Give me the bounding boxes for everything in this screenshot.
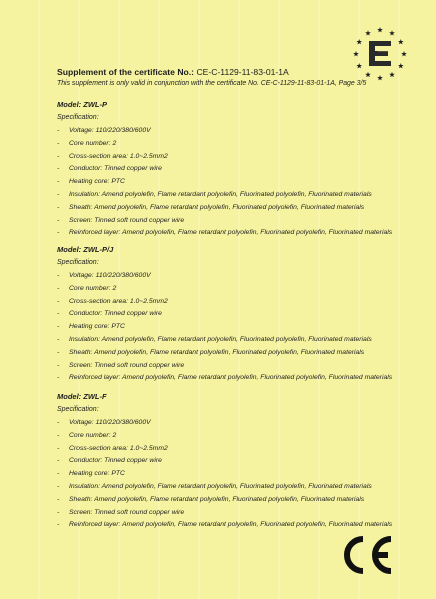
model-heading: Model: ZWL-P	[57, 100, 107, 109]
specification-label: Specification:	[57, 406, 99, 413]
spec-item: - Insulation: Amend polyolefin, Flame retardant polyolefin, Fluorinated polyolefin, Fluorinated materials	[57, 482, 417, 491]
spec-item: - Voltage: 110/220/380/600V	[57, 418, 417, 427]
spec-list	[57, 271, 417, 382]
spec-item: - Heating core: PTC	[57, 322, 417, 331]
spec-item: - Reinforced layer: Amend polyolefin, Flame retardant polyolefin, Fluorinated polyolefin, Fluorinated materials	[57, 228, 417, 237]
spec-item: - Screen: Tinned soft round copper wire	[57, 508, 417, 517]
spec-item: - Sheath: Amend polyolefin, Flame retardant polyolefin, Fluorinated polyolefin, Fluorinated materials	[57, 348, 417, 357]
spec-list	[57, 418, 417, 529]
spec-item: - Core number: 2	[57, 284, 417, 293]
spec-item: - Sheath: Amend polyolefin, Flame retardant polyolefin, Fluorinated polyolefin, Fluorinated materials	[57, 495, 417, 504]
logo-star	[365, 72, 371, 77]
model-heading: Model: ZWL-P/J	[57, 245, 114, 254]
supplement-note: This supplement is only valid in conjunction with the certificate No. CE-C-1129-11-83-01-1A, Page 3/5	[57, 80, 367, 87]
spec-item: - Sheath: Amend polyolefin, Flame retardant polyolefin, Fluorinated polyolefin, Fluorinated materials	[57, 203, 417, 212]
logo-star	[356, 63, 362, 68]
logo-star	[353, 51, 359, 56]
logo-star	[401, 51, 407, 56]
logo-star	[377, 27, 383, 32]
spec-item: - Insulation: Amend polyolefin, Flame retardant polyolefin, Fluorinated polyolefin, Fluorinated materials	[57, 190, 417, 199]
spec-item: - Voltage: 110/220/380/600V	[57, 271, 417, 280]
logo-star	[389, 72, 395, 77]
spec-item: - Core number: 2	[57, 431, 417, 440]
spec-item: - Cross-section area: 1.0~2.5mm2	[57, 297, 417, 306]
spec-item: - Reinforced layer: Amend polyolefin, Flame retardant polyolefin, Fluorinated polyolefin, Fluorinated materials	[57, 373, 417, 382]
spec-list	[57, 126, 417, 237]
logo-star	[356, 39, 362, 44]
logo-star	[398, 63, 404, 68]
spec-item: - Core number: 2	[57, 139, 417, 148]
spec-item: - Cross-section area: 1.0~2.5mm2	[57, 152, 417, 161]
model-section-zwl-p	[57, 100, 417, 241]
specification-label: Specification:	[57, 259, 99, 266]
logo-star	[377, 75, 383, 80]
specification-label: Specification:	[57, 114, 99, 121]
eu-certification-logo-icon	[352, 26, 408, 82]
ce-mark-icon	[339, 535, 395, 575]
spec-item: - Insulation: Amend polyolefin, Flame retardant polyolefin, Fluorinated polyolefin, Fluorinated materials	[57, 335, 417, 344]
spec-item: - Conductor: Tinned copper wire	[57, 456, 417, 465]
spec-item: - Voltage: 110/220/380/600V	[57, 126, 417, 135]
certificate-number: CE-C-1129-11-83-01-1A	[196, 67, 289, 77]
logo-star	[398, 39, 404, 44]
model-section-zwl-pj	[57, 245, 417, 386]
spec-item: - Screen: Tinned soft round copper wire	[57, 216, 417, 225]
spec-item: - Conductor: Tinned copper wire	[57, 309, 417, 318]
spec-item: - Conductor: Tinned copper wire	[57, 164, 417, 173]
supplement-title	[57, 67, 289, 77]
spec-item: - Cross-section area: 1.0~2.5mm2	[57, 444, 417, 453]
model-section-zwl-f	[57, 392, 417, 533]
spec-item: - Screen: Tinned soft round copper wire	[57, 361, 417, 370]
spec-item: - Heating core: PTC	[57, 469, 417, 478]
supplement-title-prefix: Supplement of the certificate No.:	[57, 67, 195, 77]
spec-item: - Reinforced layer: Amend polyolefin, Flame retardant polyolefin, Fluorinated polyolefin, Fluorinated materials	[57, 520, 417, 529]
spec-item: - Heating core: PTC	[57, 177, 417, 186]
logo-star	[365, 30, 371, 35]
logo-star	[389, 30, 395, 35]
model-heading: Model: ZWL-F	[57, 392, 107, 401]
